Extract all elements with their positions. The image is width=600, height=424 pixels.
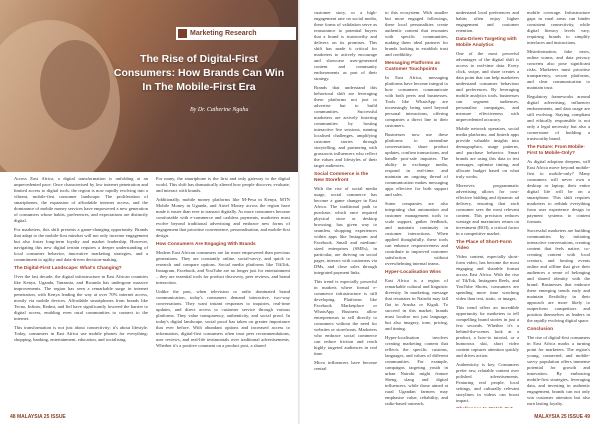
body-paragraph: East Africa is a region of remarkable cultural and linguistic diversity. In marketing, message that resonates in Nairobi may fall flat in Arusha or Kigali. To succeed in this market, brands must localise not just language, but also imagery, tone, pricing, and timing. — [385, 278, 448, 331]
body-paragraph: The rise of digital-first consumers in East Africa marks a turning point for marketers. The region's young, connected, and mobile-savvy population offers immense potential for growth and innovation. By embracing mobile-first strategies, leveraging data, and investing in authentic engagement, brands can not only win customer attention but also earn lasting loyalty. — [527, 335, 590, 406]
right-column — [314, 10, 377, 408]
body-paragraph: Additionally, mobile money platforms like M-Pesa in Kenya, MTN Mobile Money in Uganda, and Airtel Money across the region have made it easier than ever to transact digitally. As more consumers become comfortable with e-commerce and cashless payments, marketers must evolve beyond traditional advertising and embrace new forms of engagement that prioritise convenience, personalisation, and mobile-first design. — [156, 197, 290, 238]
body-paragraph: One of the most powerful advantages of the digital shift is access to real-time data. Every click, swipe, and share creates a data point that can help marketers understand consumer behaviour and preferences. By leveraging mobile analytics tools, businesses can segment audiences, personalise campaigns, and measure effectiveness with unprecedented accuracy. — [456, 51, 519, 122]
body-paragraph: This transformation is not just about connectivity; it's about lifestyle. Today, consumers in East Africa use mobile phones for everything: shopping, banking, entertainment, education, and socialising. — [14, 325, 148, 342]
body-paragraph: With the rise of social media usage, social commerce has become a game changer in East Africa. The traditional path to purchase, which once required physical store or desktop browsing, has given way to seamless shopping experiences within apps like Instagram and Facebook. Small and medium-sized enterprises (SMEs), in particular, are thriving on social pages, interact with customers via DMs, and close sales through integrated payment links. — [314, 186, 377, 275]
body-paragraph: Businesses now use these platforms to streamline conversations, share product updates, confirm transactions, and handle post-sale inquiries. The ability to exchange media, respond in real-time, and maintain an ongoing thread of communication makes messaging apps effective for both support and sales. — [385, 132, 448, 197]
body-paragraph: As digital adoption deepens, will East Africa move beyond mobile-first to mobile-only? Many consumers will never own a desktop or laptop; their entire digital life will be on a smartphone. This shift requires marketers to rethink everything from user experience design to payment systems to content formats. — [527, 159, 590, 224]
section-icon — [178, 29, 187, 38]
right-column — [385, 10, 448, 408]
section-heading: The Future: From Mobile-First to Mobile-Only? — [527, 145, 585, 156]
right-columns — [314, 10, 590, 408]
right-column — [456, 10, 519, 408]
body-paragraph: This trend is especially powerful in markets where formal e-commerce infrastructure is still developing. Platforms like Facebook Marketplace or WhatsApp Business allow entrepreneurs to sell directly to consumers without the need for websites or storefronts. Marketers who embrace social commerce can reduce friction and reach highly targeted audiences in real time. — [314, 279, 377, 356]
body-paragraph: to this ecosystem. With smaller but more engaged followings, these local personalities create authentic content that resonates with specific communities, making them ideal partners for brands looking to establish trust and credibility. — [385, 10, 448, 57]
right-page — [300, 0, 600, 424]
body-paragraph: Some companies are also integrating chat automation and customer management tools to scale support, gather feedback, and maintain continuity in customer interactions. When applied thoughtfully, these tools can enhance responsiveness and contribute to improved customer satisfaction without overwhelming internal teams. — [385, 201, 448, 266]
hero-image — [0, 0, 300, 172]
byline: By Dr. Catherine Ngahu — [190, 107, 249, 113]
body-paragraph: Moreover, programmatic advertising allows for cost-effective bidding and dynamic ad delivery, ensuring that each consumer sees the most relevant content. This precision reduces wastage and maximises return on investment (ROI), a critical factor in a competitive market. — [456, 183, 519, 236]
body-paragraph: understand local preferences and habits often enjoy higher engagement and customer retention. — [456, 10, 519, 33]
body-paragraph: Successful marketers are building communities by initiating interactive conversations, creating content that feels native, co-creating content with local creators, and hosting events online and offline that give their audiences a sense of belonging and shared identity with the brand. Businesses that embrace these emerging trends early and maintain flexibility in their approach are more likely to outperform competitors and position themselves as leaders in the rapidly evolving digital space. — [527, 228, 590, 323]
body-paragraph: Micro influencers have become central — [314, 360, 377, 371]
section-label: Marketing Research — [190, 30, 257, 37]
body-paragraph: mobile coverage. Infrastructure gaps in rural areas can hinder consistent connectivity, while digital literacy levels vary, requiring brands to simplify interfaces and instructions. — [527, 10, 590, 45]
left-column — [156, 176, 290, 408]
right-column — [527, 10, 590, 408]
body-paragraph: For many, the smartphone is the first and only gateway to the digital world. This shift has dramatically altered how people discover, evaluate, and interact with brands. — [156, 176, 290, 193]
footer-left: 48 MALAYSIA 25 ISSUE — [10, 414, 66, 420]
section-heading: Conclusion — [527, 327, 554, 332]
section-heading: Messaging Platforms as Customer Touchpoints — [385, 61, 440, 72]
section-heading: Hyper-Localisation Wins — [385, 270, 441, 275]
body-paragraph: Hyper-localisation involves creating marketing content that reflects the specific customs, languages, and values of different communities. For example, campaigns targeting youth in urban Nairobi might feature Sheng slang and digital influencers, while those aimed at rural Ugandan farmers may emphasise value, reliability, and radio-based outreach. — [385, 335, 448, 406]
body-paragraph: Video content, especially short-form video, has become the most engaging and sharable format across East Africa. With the rise of TikTok, Instagram Reels, and YouTube Shorts, consumers are spending more time watching video than text, static, or images. — [456, 254, 519, 301]
footer-right: MALAYSIA 25 ISSUE 49 — [534, 414, 590, 420]
body-paragraph: Regulatory frameworks around digital advertising, influencer endorsements, and data usage are still evolving. Staying compliant and ethically responsible is not only a legal necessity but also a cornerstone of building a trustworthy brand. — [527, 94, 590, 141]
article-title: The Rise of Digital-First Consumers: How Brands Can Win In The Mobile-First Era — [113, 53, 285, 93]
body-paragraph: customer story, or a high-engagement rate on social media, these forms of validation serve as reassurance to potential buyers that a brand is trustworthy and delivers on its promises. This shift has made it critical for marketers to actively encourage and showcase user-generated content and community endorsements as part of their strategy. — [314, 10, 377, 81]
body-paragraph: Misinformation, fake news, online scams, and data privacy concerns also pose significant risks. Marketers must prioritise transparency, secure platforms, and clear communication to maintain trust. — [527, 49, 590, 90]
section-heading — [456, 407, 519, 408]
section-heading: The Digital-First Landscape: What's Changing? — [14, 266, 122, 271]
left-column — [14, 176, 148, 408]
body-paragraph: Across East Africa, a digital transformation is unfolding at an unprecedented pace. Once characterised by low internet penetration and limited access to digital tools, the region is now rapidly evolving into a vibrant, mobile-first consumer landscape. The proliferation of smartphones, the expansion of affordable internet access, and the dominance of mobile money services have empowered a new generation of consumers whose habits, preferences, and expectations are distinctly digital. — [14, 176, 148, 223]
section-heading: Social Commerce is the New Storefront — [314, 172, 369, 183]
body-paragraph: For marketers, this shift presents a game-changing opportunity. Brands that adapt to the mobile-first mindset will not only increase engagement but also foster long-term loyalty and market leadership. However, navigating this new digital terrain requires a deeper understanding of local consumer behavior, innovative marketing strategies, and a commitment to agility and data-driven decision-making. — [14, 227, 148, 262]
section-badge — [176, 27, 296, 40]
body-paragraph: Unlike the past, when television or radio dominated brand communication, today's consumers demand interactive, two-way conversations. They want instant responses to inquiries, real-time updates, and direct access to customer service through various platforms. They value transparency, authenticity, and social proof. In today's digital landscape, social proof has taken on greater importance that ever before. With abundant options and increased access to information, digital-first consumers often trust peer recommendations, user reviews, and real-life testimonials over traditional advertisements. Whether it's a positive comment on a product post, a shared — [156, 289, 290, 348]
left-columns — [14, 176, 290, 408]
body-paragraph: Modern East African consumers are far more empowered than previous generations. They are constantly online, social-savvy, and quick to research and compare options. Social media platforms like TikTok, Instagram, Facebook, and YouTube are no longer just for entertainment – they are essential tools for product discovery, peer reviews, and brand interaction. — [156, 250, 290, 285]
body-paragraph: Brands that understand this behavioral shift are leveraging these platforms not just to advertise but to build communities. Successful marketers are actively fostering communities by hosting interactive live sessions, running localised challenges, amplifying customer stories through storytelling, and partnering with grassroots influencers who reflect the values and lifestyles of their target audiences. — [314, 85, 377, 168]
body-paragraph: Mobile network operators, social media platforms, and fintech apps provide valuable insights into demographics, usage patterns, and purchase behavior. Smart brands are using this data to test messages, optimise timing, and allocate budget based on what truly works. — [456, 126, 519, 179]
section-heading: How Consumers Are Engaging With Brands — [156, 242, 256, 247]
body-paragraph: Over the last decade, the digital infrastructure in East African countries like Kenya, Uganda, Tanzania, and Rwanda has undergone massive improvements. The region has seen a remarkable surge in internet penetration, with Kenya leading the way at over 70% internet access, mostly via mobile devices. Affordable smartphones from brands like Tecno, Infinix, Redmi, and Itel have significantly lowered the barrier to digital access, enabling even rural communities to connect to the internet. — [14, 274, 148, 321]
body-paragraph: In East Africa, messaging platforms have become integral to how consumers communicate with both peers and businesses. Tools like WhatsApp are increasingly being used beyond personal interactions, offering companies a direct line to their customers. — [385, 75, 448, 128]
section-heading: The Place of Short-Form Video — [456, 240, 512, 251]
body-paragraph: This trend offers an incredible opportunity for marketers to tell compelling brand stories in just a few seconds. Whether it's a behind-the-scenes look at a product, a how-to tutorial, or a humorous skit, short video content captures attention quickly and drives action. — [456, 305, 519, 358]
body-paragraph: Authenticity is key. Consumers prefer raw, relatable content over polished advertisements. Featuring real people, local settings, and culturally relevant storylines in videos can boost impact. — [456, 362, 519, 403]
section-heading: Data-Driven Targeting with Mobile Analytics — [456, 37, 517, 48]
